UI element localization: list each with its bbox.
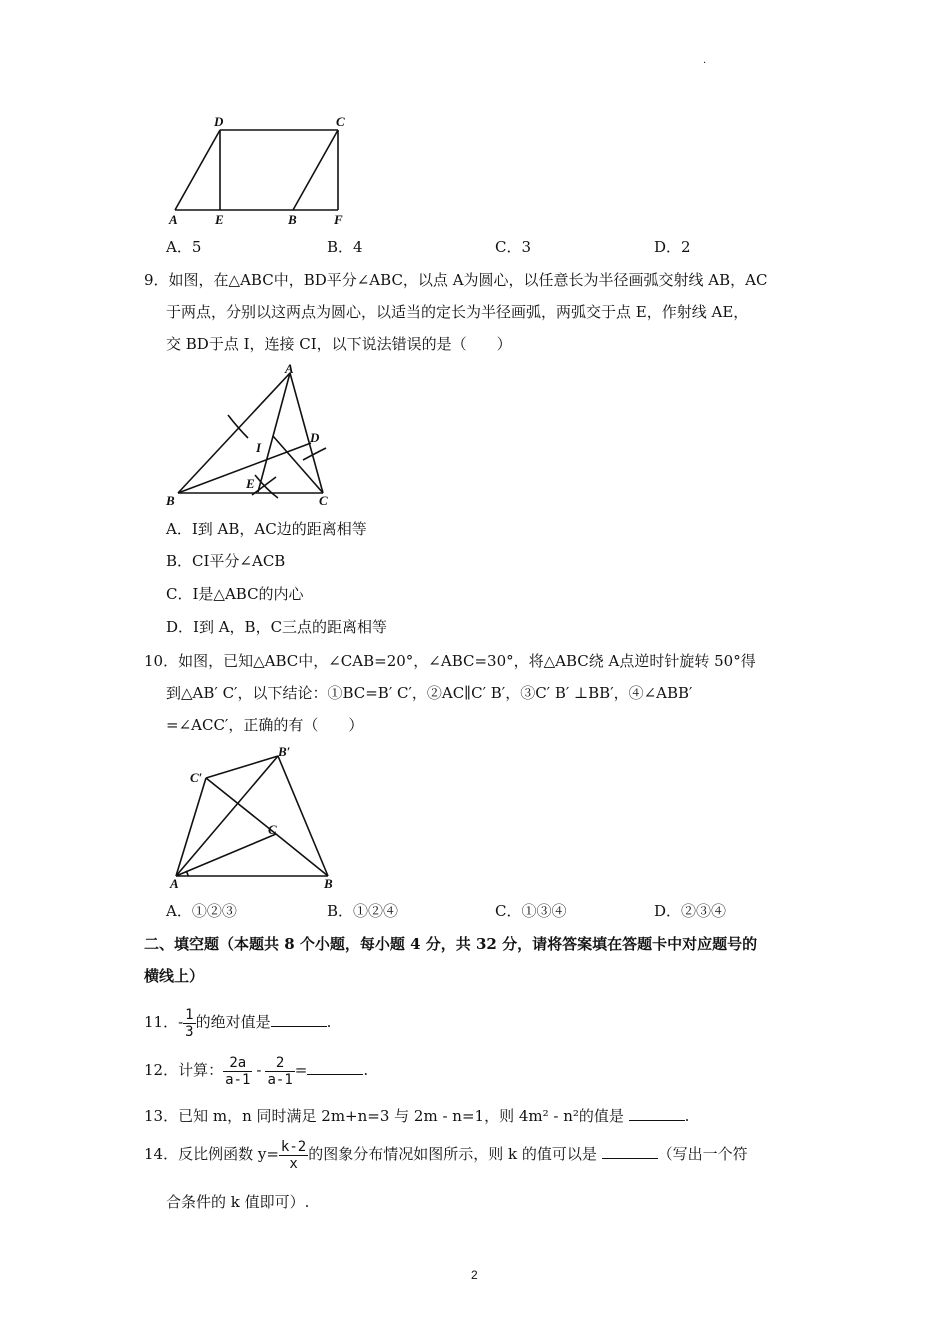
label-i: I [256,440,262,455]
section-heading-line2: 横线上） [144,967,205,985]
segment-cc-prime [206,778,276,834]
q12-equals: = [294,1061,308,1079]
q11-suffix: 的绝对值是 [195,1013,271,1031]
q12-denominator-2: a-1 [267,1071,293,1088]
figure-triangle-incenter [160,360,350,510]
label-c-prime: C′ [190,770,203,785]
label-c: C [319,493,328,508]
segment-bc [293,130,338,210]
segment-bd [178,443,311,493]
page-mark: · [703,58,707,69]
q9-text-line2: 于两点，分别以这两点为圆心，以适当的定长为半径画弧，两弧交于点 E，作射线 AE， [166,303,749,321]
q12-fraction-1 [223,1055,252,1088]
q12-prefix: 12．计算： [144,1061,224,1079]
q14-line1 [144,1136,748,1172]
q13-end: . [684,1107,690,1125]
q10-text-line1: 10．如图，已知△ABC中，∠CAB=20°，∠ABC=30°，将△ABC绕 A点逆时针旋转 50°得 [144,652,756,670]
label-b: B [324,876,333,891]
q11 [144,1004,331,1040]
label-c: C [268,822,277,837]
label-a: A [170,876,179,891]
section-heading-line1: 二、填空题（本题共 8 个小题，每小题 4 分，共 32 分，请将答案填在答题卡中对应题号的 [144,935,758,953]
q9-text-line3: 交 BD于点 I，连接 CI，以下说法错误的是（ ） [166,335,512,353]
answer-blank[interactable] [629,1106,685,1121]
q14-after: （写出一个符 [657,1145,748,1163]
segment-c-prime-b-prime [206,756,278,778]
arc-on-ab [228,415,248,438]
q10-option-b: B．①②④ [327,902,399,920]
q13-text: 13．已知 m，n 同时满足 2m+n=3 与 2m - n=1，则 4m² - n²的值是 [144,1107,629,1125]
segment-ac-prime [176,778,206,876]
label-c: C [336,114,345,129]
q12-denominator-1: a-1 [225,1071,251,1088]
arc-on-ac [303,448,326,460]
label-a: A [169,212,178,227]
q8-option-d: D．2 [654,238,691,256]
label-e: E [215,212,224,227]
q14-suffix: 的图象分布情况如图所示，则 k 的值可以是 [308,1145,602,1163]
answer-blank[interactable] [271,1012,327,1027]
q14-numerator: k-2 [280,1138,307,1155]
q12 [144,1052,368,1088]
q13 [144,1106,689,1126]
q11-end: . [326,1013,332,1031]
label-b-prime: B′ [278,744,291,759]
q10-option-c: C．①③④ [495,902,567,920]
q8-option-c: C．3 [495,238,532,256]
label-f: F [334,212,343,227]
q11-denominator: 3 [185,1023,194,1040]
q9-text-line1: 9．如图，在△ABC中，BD平分∠ABC，以点 A为圆心，以任意长为半径画弧交射线 AB，AC [144,271,768,289]
q14-fraction [279,1139,308,1172]
q11-fraction [183,1007,195,1040]
q8-option-b: B．4 [327,238,363,256]
segment-cb [276,834,328,876]
answer-blank[interactable] [602,1144,658,1159]
figure-parallelogram [160,108,370,230]
label-a: A [285,361,294,376]
q9-option-b: B．CI平分∠ACB [166,552,286,570]
segment-ac [176,834,276,876]
label-b: B [166,493,175,508]
q10-text-line2: 到△AB′ C′，以下结论：①BC=B′ C′，②AC∥C′ B′，③C′ B′ ⊥BB′，④∠ABB′ [166,684,693,702]
q14-prefix: 14．反比例函数 y= [144,1145,279,1163]
q10-option-d: D．②③④ [654,902,727,920]
segment-ad [175,130,220,210]
q12-numerator-2: 2 [265,1055,294,1072]
q14-line2: 合条件的 k 值即可）. [166,1193,310,1211]
segment-bb-prime [278,756,328,876]
q9-option-d: D．I到 A，B，C三点的距离相等 [166,618,388,636]
q12-numerator-1: 2a [223,1055,252,1072]
q14-denominator: x [289,1155,298,1172]
q9-option-c: C．I是△ABC的内心 [166,585,304,603]
answer-blank[interactable] [307,1060,363,1075]
q10-text-line3: =∠ACC′，正确的有（ ） [166,716,364,734]
figure-rotation [160,738,350,894]
q11-prefix: 11．- [144,1013,184,1031]
q10-option-a: A．①②③ [166,902,237,920]
q8-option-a: A．5 [166,238,202,256]
q12-fraction-2 [265,1055,294,1088]
page-number: 2 [471,1268,478,1282]
label-d: D [214,114,224,129]
label-b: B [288,212,297,227]
label-e: E [246,476,255,491]
q12-minus: - [256,1061,262,1079]
q11-numerator: 1 [185,1006,194,1023]
q12-end: . [363,1061,369,1079]
label-d: D [310,430,320,445]
q9-option-a: A．I到 AB，AC边的距离相等 [166,520,367,538]
